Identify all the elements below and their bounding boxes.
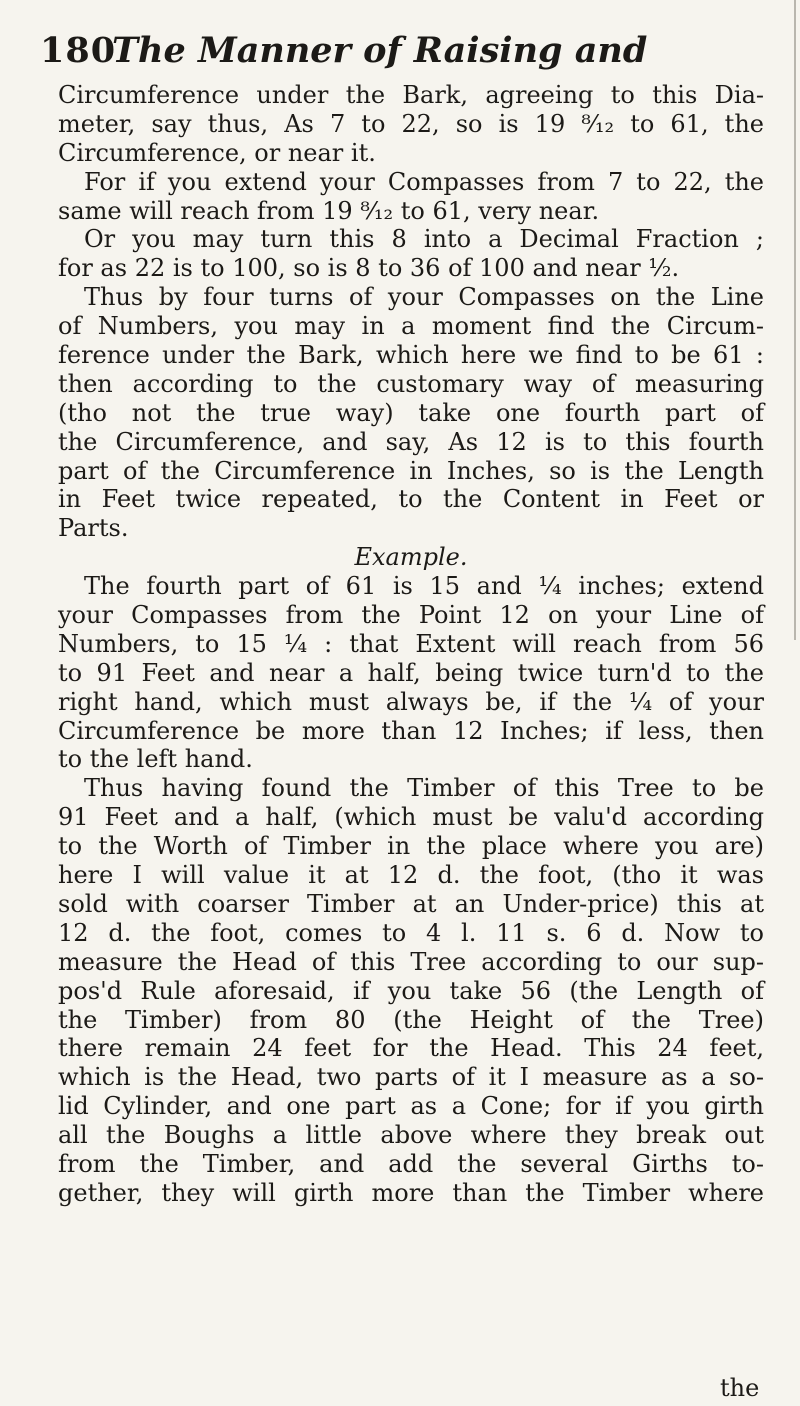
text-line: (tho not the true way) take one fourth part of [58,398,764,427]
text-line: Circumference be more than 12 Inches; if less, then [58,716,764,745]
text-line: in Feet twice repeated, to the Content in Feet or [58,485,764,514]
text-line: to 91 Feet and near a half, being twice turn'd to the [58,658,764,687]
text-line: the Circumference, and say, As 12 is to this fourth [58,427,764,456]
text-line: part of the Circumference in Inches, so is the Length [58,456,764,485]
running-title: The Manner of Raising and [112,30,648,71]
text-line: Thus having found the Timber of this Tree to be [84,774,764,803]
text-line: then according to the customary way of measuring [58,369,764,398]
text-line: of Numbers, you may in a moment find the Circum- [58,312,764,341]
text-line: meter, say thus, As 7 to 22, so is 19 ⁸⁄₁₂ to 61, the [58,109,764,138]
text-line: ference under the Bark, which here we find to be 61 : [58,341,764,370]
text-line: Circumference, or near it. [58,138,376,167]
example-heading: Example. [354,543,468,572]
text-line: to the Worth of Timber in the place where you are) [58,832,764,861]
text-line: to the left hand. [58,745,253,774]
text-line: there remain 24 feet for the Head. This 24 feet, [58,1034,764,1063]
text-line: which is the Head, two parts of it I measure as a so- [58,1063,764,1092]
text-line: gether, they will girth more than the Timber where [58,1178,764,1207]
page-number: 180 [40,30,117,71]
text-line: For if you extend your Compasses from 7 to 22, the [84,167,764,196]
text-line: Thus by four turns of your Compasses on the Line [84,283,764,312]
text-line: right hand, which must always be, if the ¼ of your [58,687,764,716]
text-line: Numbers, to 15 ¼ : that Extent will reach from 56 [58,629,764,658]
text-line: same will reach from 19 ⁸⁄₁₂ to 61, very near. [58,196,600,225]
text-line: for as 22 is to 100, so is 8 to 36 of 100 and near ½. [58,254,680,283]
text-line: all the Boughs a little above where they break out [58,1121,764,1150]
page-edge-line [794,0,796,640]
text-line: 12 d. the foot, comes to 4 l. 11 s. 6 d. Now to [58,918,764,947]
text-line: measure the Head of this Tree according to our sup- [58,947,764,976]
text-line: 91 Feet and a half, (which must be valu'd according [58,803,764,832]
text-line: pos'd Rule aforesaid, if you take 56 (the Length of [58,976,764,1005]
text-line: sold with coarser Timber at an Under-price) this at [58,889,764,918]
text-line: lid Cylinder, and one part as a Cone; for if you girth [58,1092,764,1121]
text-line: Or you may turn this 8 into a Decimal Fraction ; [84,225,764,254]
text-line: your Compasses from the Point 12 on your Line of [58,601,764,630]
text-line: Parts. [58,514,129,543]
text-line: The fourth part of 61 is 15 and ¼ inches; extend [84,572,764,601]
text-line: from the Timber, and add the several Girths to- [58,1149,764,1178]
page-header [40,30,780,80]
text-line: Circumference under the Bark, agreeing to this Dia- [58,81,764,109]
text-line: the Timber) from 80 (the Height of the Tree) [58,1005,764,1034]
body-text [58,81,764,1208]
text-line: here I will value it at 12 d. the foot, (tho it was [58,861,764,890]
catchword: the [720,1374,760,1402]
